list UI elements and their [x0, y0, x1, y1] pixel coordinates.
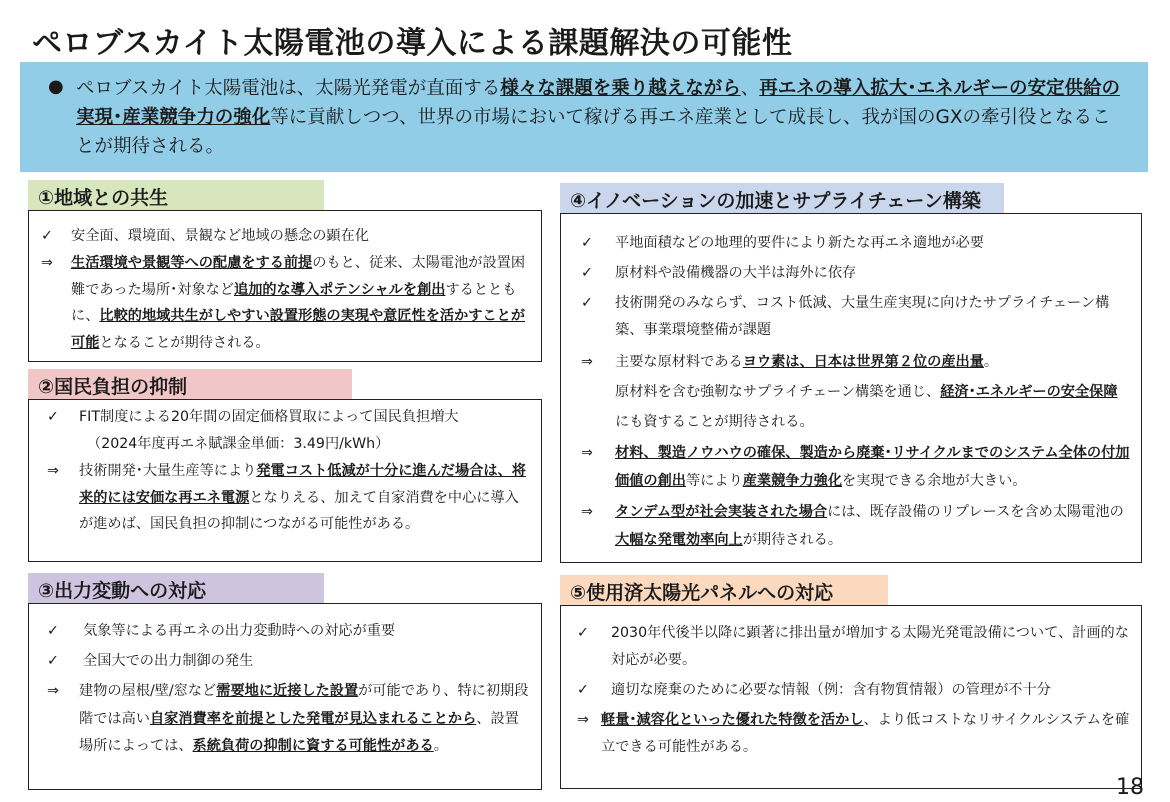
list-item-note: （2024年度再エネ賦課金単価：3.49円/kWh） [87, 436, 390, 452]
list-item [47, 618, 533, 645]
section-5-heading: ⑤使用済太陽光パネルへの対応 [560, 575, 888, 605]
summary-text-1: ペロブスカイト太陽電池は、太陽光発電が直面する [76, 78, 501, 99]
section-4-box [560, 213, 1142, 563]
section-2-box [28, 399, 542, 562]
item-text: のもと、従来、太陽電池が設置困難であった場所･対象など [71, 255, 526, 298]
item-text: 技術開発のみならず、コスト低減、大量生産実現に向けたサプライチェーン構築、事業環境整備が課題 [615, 295, 1110, 338]
item-text: 安全面、環境面、景観など地域の懸念の顕在化 [71, 228, 369, 244]
item-text: 技術開発･大量生産等により [79, 463, 257, 479]
item-emph: タンデム型が社会実装された場合 [615, 504, 828, 520]
item-text: には、既存設備のリプレースを含め太陽電池の [827, 504, 1124, 520]
item-emph: 生活環境や景観等への配慮をする前提 [71, 255, 313, 271]
summary-text [76, 74, 1128, 161]
page-number: 18 [1116, 775, 1144, 800]
item-emph: ヨウ素は、日本は世界第２位の産出量 [742, 354, 984, 370]
list-item-cont [581, 377, 1131, 437]
item-text: 、より低コストなリサイクルシステムを確立できる可能性がある。 [601, 712, 1130, 755]
item-emph: 経済･エネルギーの安全保障 [940, 384, 1118, 400]
list-item [41, 223, 533, 250]
item-emph: 軽量･減容化といった優れた特徴を活かし [601, 712, 864, 728]
summary-box [20, 62, 1148, 172]
item-text: 建物の屋根/壁/窓など [79, 683, 217, 699]
item-emph: 自家消費率を前提とした発電が見込まれることから [149, 710, 477, 727]
item-emph: 大幅な発電効率向上 [615, 532, 743, 548]
check-icon: ✓ [577, 625, 589, 641]
item-text: 。 [433, 738, 448, 754]
list-item [47, 404, 533, 431]
page-title: ペロブスカイト太陽電池の導入による課題解決の可能性 [32, 26, 793, 61]
list-item [47, 648, 533, 675]
arrow-icon: ⇒ [41, 255, 53, 271]
list-item [581, 439, 1131, 495]
item-text: 原材料や設備機器の大半は海外に依存 [615, 265, 857, 281]
item-emph: 系統負荷の抑制に資する可能性がある [192, 738, 434, 754]
arrow-icon: ⇒ [47, 463, 59, 479]
list-item [577, 620, 1131, 674]
arrow-icon: ⇒ [581, 445, 593, 461]
item-text: 原材料を含む強靭なサプライチェーン構築を通じ、 [615, 384, 941, 400]
item-emph: 需要地に近接した設置 [216, 683, 359, 699]
section-5-box [560, 605, 1142, 789]
check-icon: ✓ [41, 228, 53, 244]
list-item [581, 260, 1131, 287]
item-emph: 比較的地域共生がしやすい設置形態の実現や意匠性を活かすことが可能 [71, 308, 526, 351]
item-text: が可能であり、特に初期段階では高い [79, 683, 529, 727]
list-item [581, 498, 1131, 554]
item-emph: 材料、製造ノウハウの確保、製造から廃棄･リサイクルまでのシステム全体の付加価値の創出 [615, 445, 1130, 489]
item-text: が期待される。 [742, 532, 843, 548]
section-1-heading: ①地域との共生 [28, 180, 324, 210]
check-icon: ✓ [47, 409, 59, 425]
check-icon: ✓ [581, 235, 593, 251]
item-text: となることが期待される。 [99, 334, 270, 351]
item-emph: 追加的な導入ポテンシャルを創出 [234, 281, 446, 298]
summary-emph-2: 再エネの導入拡大･エネルギーの安定供給の実現･産業競争力の強化 [76, 78, 1121, 128]
check-icon: ✓ [581, 295, 593, 311]
item-text: 平地面積などの地理的要件により新たな再エネ適地が必要 [615, 235, 984, 251]
item-text: 、設置場所によっては、 [79, 710, 519, 754]
list-item [41, 250, 533, 356]
item-emph: 発電コスト低減が十分に進んだ場合は、将来的には安価な再エネ電源 [79, 463, 526, 506]
item-text: 全国大での出力制御の発生 [83, 653, 254, 669]
bullet-icon: ● [48, 76, 64, 97]
summary-text-3: 等に貢献しつつ、世界の市場において稼げる再エネ産業として成長し、我が国のGXの牽引役となることが期待される。 [76, 107, 1111, 157]
list-item [47, 458, 533, 538]
check-icon: ✓ [581, 265, 593, 281]
section-1-box [28, 210, 542, 362]
summary-text-2: 、 [740, 78, 760, 99]
list-item [581, 347, 1131, 377]
summary-emph-1: 様々な課題を乗り越えながら [500, 78, 741, 99]
list-item [577, 677, 1131, 704]
item-text: 。 [983, 354, 999, 370]
arrow-icon: ⇒ [47, 683, 59, 699]
section-3-heading: ③出力変動への対応 [28, 573, 324, 603]
item-text: 主要な原材料である [615, 354, 743, 370]
list-item [577, 707, 1131, 761]
list-item [581, 290, 1131, 344]
list-item [47, 678, 533, 761]
check-icon: ✓ [47, 623, 59, 639]
item-text: 等により [685, 473, 743, 489]
list-item [581, 230, 1131, 257]
item-text: FIT制度による20年間の固定価格買取によって国民負担増大 [79, 409, 459, 425]
check-icon: ✓ [577, 682, 589, 698]
item-text: となりえる、加えて自家消費を中心に導入が進めば、国民負担の抑制につながる可能性がある。 [79, 489, 519, 532]
arrow-icon: ⇒ [577, 712, 589, 728]
item-text: 気象等による再エネの出力変動時への対応が重要 [83, 623, 396, 639]
section-3-box [28, 603, 542, 790]
check-icon: ✓ [47, 653, 59, 669]
item-text: 2030年代後半以降に顕著に排出量が増加する太陽光発電設備について、計画的な対応が必要。 [611, 625, 1129, 668]
item-text: 適切な廃棄のために必要な情報（例：含有物質情報）の管理が不十分 [611, 682, 1051, 698]
item-text: するとともに、 [71, 281, 517, 324]
section-2-heading: ②国民負担の抑制 [28, 369, 352, 399]
arrow-icon: ⇒ [581, 354, 593, 370]
item-text: にも資することが期待される。 [615, 414, 814, 430]
item-text: を実現できる余地が大きい。 [842, 473, 1027, 489]
section-4-heading: ④イノベーションの加速とサプライチェーン構築 [560, 183, 1004, 213]
arrow-icon: ⇒ [581, 504, 593, 520]
item-emph: 産業競争力強化 [742, 473, 843, 489]
